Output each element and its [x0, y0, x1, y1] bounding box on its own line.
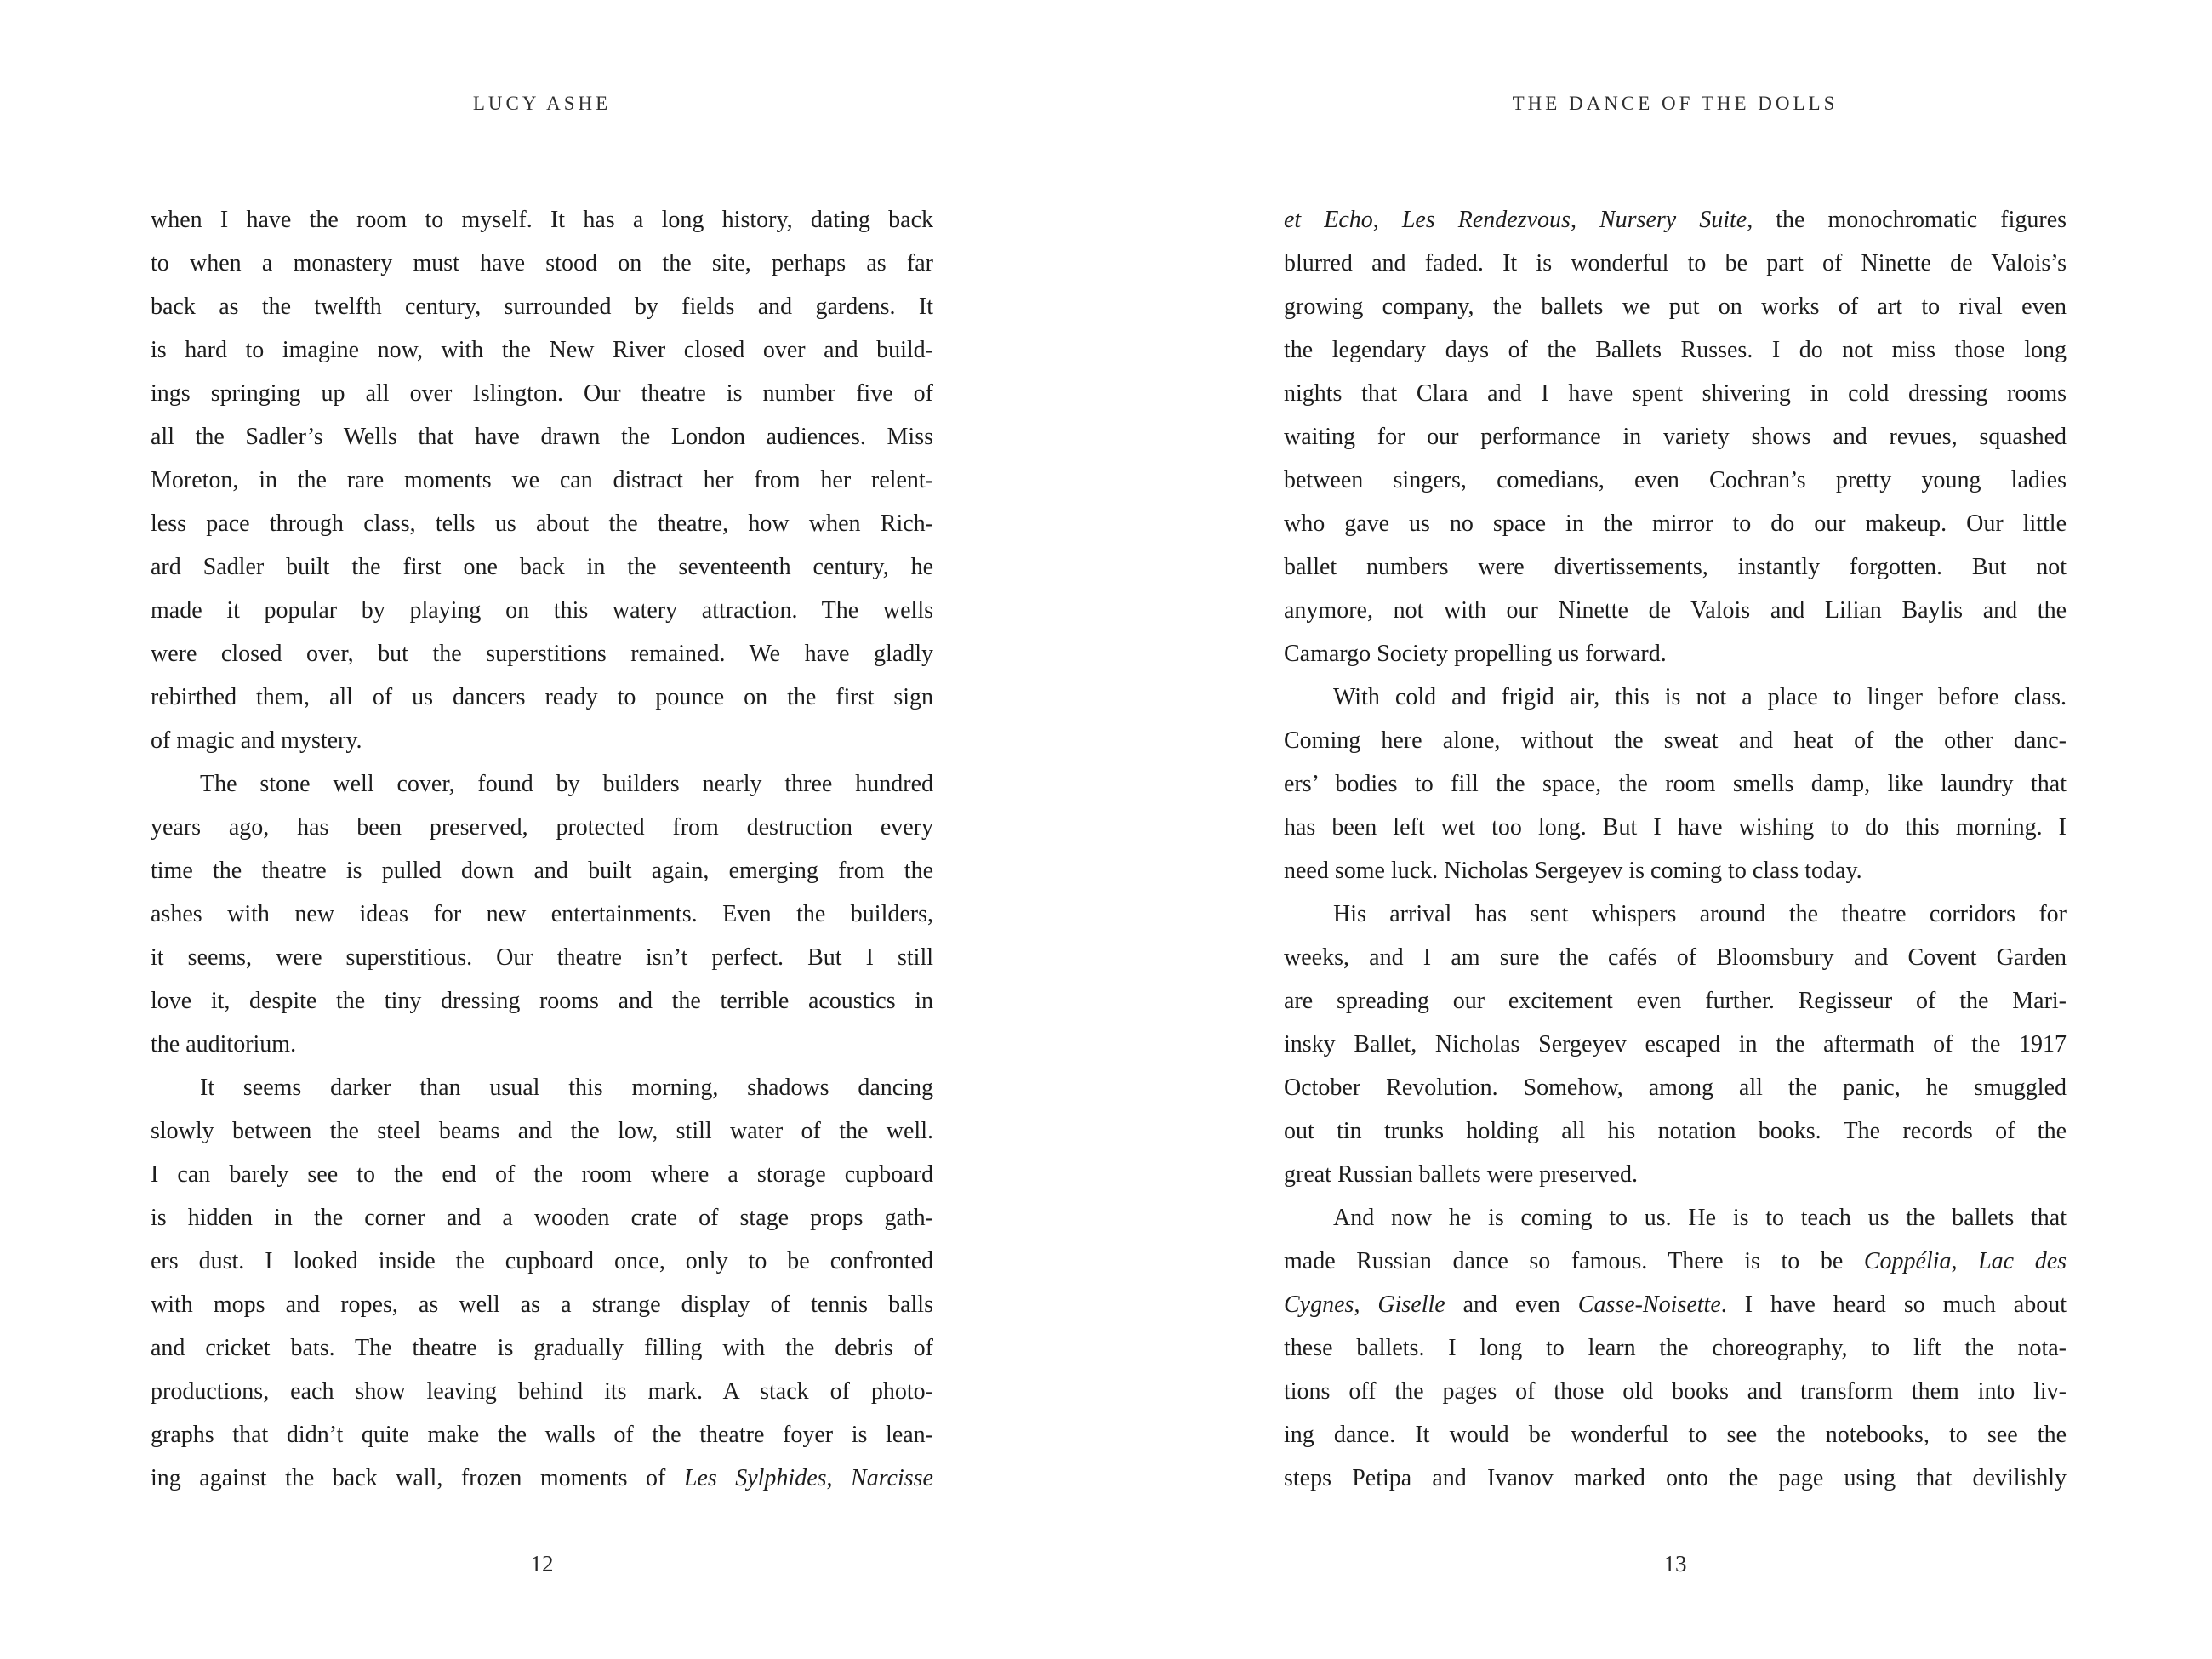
text-run: It seems darker than usual this morning, shadows dancing: [200, 1075, 933, 1101]
text-line: [151, 328, 933, 372]
text-run: need some luck. Nicholas Sergeyev is coming to class today.: [1284, 858, 1862, 884]
text-run: is hard to imagine now, with the New River closed over and build-: [151, 337, 933, 363]
text-run: back as the twelfth century, surrounded by fields and gardens. It: [151, 294, 933, 320]
text-run: ers dust. I looked inside the cupboard once, only to be confronted: [151, 1248, 933, 1274]
text-line: [151, 1326, 933, 1370]
running-head-author: LUCY ASHE: [472, 93, 612, 114]
text-run: and even: [1445, 1291, 1578, 1318]
text-run: ard Sadler built the first one back in the seventeenth century, he: [151, 554, 933, 580]
text-run: ,: [1951, 1248, 1979, 1274]
text-run: blurred and faded. It is wonderful to be part of Ninette de Valois’s: [1284, 250, 2067, 276]
text-run: to when a monastery must have stood on the site, perhaps as far: [151, 250, 933, 276]
text-run: ,: [1372, 207, 1402, 233]
text-run: these ballets. I long to learn the choreography, to lift the nota-: [1284, 1335, 2067, 1361]
text-line: [1284, 676, 2067, 719]
text-run: and cricket bats. The theatre is gradually filling with the debris of: [151, 1335, 933, 1361]
text-line: [151, 242, 933, 285]
text-run: the auditorium.: [151, 1031, 297, 1058]
text-run: I can barely see to the end of the room where a storage cupboard: [151, 1161, 933, 1188]
text-line: [1284, 502, 2067, 545]
page-body-right: [1284, 198, 2067, 1500]
text-run: all the Sadler’s Wells that have drawn the London audiences. Miss: [151, 424, 933, 450]
text-line: [151, 372, 933, 415]
text-line: [151, 806, 933, 849]
text-run: between singers, comedians, even Cochran’s pretty young ladies: [1284, 467, 2067, 493]
text-line: [1284, 1066, 2067, 1109]
text-run: Moreton, in the rare moments we can distract her from her relent-: [151, 467, 933, 493]
text-run: who gave us no space in the mirror to do our makeup. Our little: [1284, 510, 2067, 537]
ballet-title-italic: et Echo: [1284, 207, 1373, 233]
text-line: [1284, 372, 2067, 415]
text-run: productions, each show leaving behind its mark. A stack of photo-: [151, 1378, 933, 1405]
text-run: growing company, the ballets we put on works of art to rival even: [1284, 294, 2067, 320]
text-line: [151, 1066, 933, 1109]
text-line: [1284, 1153, 2067, 1196]
text-run: the legendary days of the Ballets Russes. I do not miss those long: [1284, 337, 2067, 363]
text-line: [1284, 979, 2067, 1023]
text-line: [151, 892, 933, 936]
text-run: ,: [1570, 207, 1599, 233]
text-line: [1284, 328, 2067, 372]
text-run: ,: [1354, 1291, 1378, 1318]
text-run: anymore, not with our Ninette de Valois and Lilian Baylis and the: [1284, 597, 2067, 624]
text-run: rebirthed them, all of us dancers ready to pounce on the first sign: [151, 684, 933, 710]
text-run: ing against the back wall, frozen moments of: [151, 1465, 684, 1491]
text-run: less pace through class, tells us about the theatre, how when Rich-: [151, 510, 933, 537]
ballet-title-italic: Les Sylphides: [683, 1465, 827, 1491]
text-line: [1284, 1413, 2067, 1457]
ballet-title-italic: Nursery Suite: [1599, 207, 1747, 233]
text-run: with mops and ropes, as well as a strange display of tennis balls: [151, 1291, 933, 1318]
text-run: were closed over, but the superstitions remained. We have gladly: [151, 641, 933, 667]
text-line: [151, 198, 933, 242]
text-line: [151, 415, 933, 459]
text-line: [1284, 632, 2067, 676]
text-line: [1284, 719, 2067, 762]
page-number-left: 12: [530, 1551, 554, 1576]
ballet-title-italic: Giselle: [1377, 1291, 1445, 1318]
text-run: waiting for our performance in variety shows and revues, squashed: [1284, 424, 2067, 450]
text-line: [151, 1109, 933, 1153]
text-run: ballet numbers were divertissements, instantly forgotten. But not: [1284, 554, 2067, 580]
ballet-title-italic: Les Rendezvous: [1401, 207, 1571, 233]
text-line: [151, 285, 933, 328]
text-line: [1284, 1370, 2067, 1413]
text-line: [1284, 1283, 2067, 1326]
text-line: [151, 1153, 933, 1196]
text-line: [151, 1370, 933, 1413]
text-run: His arrival has sent whispers around the theatre corridors for: [1333, 901, 2067, 927]
text-run: are spreading our excitement even further. Regisseur of the Mari-: [1284, 988, 2067, 1014]
text-run: October Revolution. Somehow, among all the panic, he smuggled: [1284, 1075, 2067, 1101]
text-run: it seems, were superstitious. Our theatre isn’t perfect. But I still: [151, 944, 933, 971]
text-line: [1284, 242, 2067, 285]
ballet-title-italic: Cygnes: [1284, 1291, 1354, 1318]
text-run: is hidden in the corner and a wooden crate of stage props gath-: [151, 1205, 933, 1231]
ballet-title-italic: Casse-Noisette: [1577, 1291, 1721, 1318]
text-line: [151, 1283, 933, 1326]
text-line: [151, 589, 933, 632]
text-run: steps Petipa and Ivanov marked onto the page using that devilishly: [1284, 1465, 2067, 1491]
text-line: [151, 502, 933, 545]
text-line: [1284, 936, 2067, 979]
page-right: [1106, 0, 2212, 1659]
text-run: of magic and mystery.: [151, 727, 362, 754]
text-run: out tin trunks holding all his notation books. The records of the: [1284, 1118, 2067, 1144]
text-line: [151, 979, 933, 1023]
text-run: love it, despite the tiny dressing rooms and the terrible acoustics in: [151, 988, 933, 1014]
text-line: [151, 719, 933, 762]
running-head-title: THE DANCE OF THE DOLLS: [1512, 93, 1839, 114]
text-line: [151, 849, 933, 892]
text-line: [1284, 1240, 2067, 1283]
text-run: And now he is coming to us. He is to teach us the ballets that: [1333, 1205, 2067, 1231]
text-line: [1284, 545, 2067, 589]
text-run: tions off the pages of those old books and transform them into liv-: [1284, 1378, 2067, 1405]
text-run: made it popular by playing on this watery attraction. The wells: [151, 597, 933, 624]
text-line: [1284, 1326, 2067, 1370]
text-line: [151, 459, 933, 502]
ballet-title-italic: Lac des: [1978, 1248, 2067, 1274]
page-body-left: [151, 198, 933, 1500]
text-line: [1284, 1023, 2067, 1066]
text-run: insky Ballet, Nicholas Sergeyev escaped in the aftermath of the 1917: [1284, 1031, 2067, 1058]
text-line: [1284, 285, 2067, 328]
text-line: [1284, 1196, 2067, 1240]
text-line: [1284, 892, 2067, 936]
text-line: [1284, 849, 2067, 892]
ballet-title-italic: Coppélia: [1863, 1248, 1952, 1274]
text-run: graphs that didn’t quite make the walls of the theatre foyer is lean-: [151, 1422, 933, 1448]
text-run: The stone well cover, found by builders nearly three hundred: [200, 771, 933, 797]
text-line: [151, 762, 933, 806]
text-line: [1284, 806, 2067, 849]
text-line: [1284, 1457, 2067, 1500]
text-run: years ago, has been preserved, protected from destruction every: [151, 814, 933, 841]
text-line: [151, 676, 933, 719]
text-line: [1284, 589, 2067, 632]
text-run: ashes with new ideas for new entertainments. Even the builders,: [151, 901, 933, 927]
text-run: ers’ bodies to fill the space, the room smells damp, like laundry that: [1284, 771, 2067, 797]
ballet-title-italic: Narcisse: [851, 1465, 933, 1491]
text-line: [151, 632, 933, 676]
text-line: [1284, 459, 2067, 502]
text-run: when I have the room to myself. It has a long history, dating back: [151, 207, 933, 233]
text-line: [1284, 198, 2067, 242]
text-line: [151, 545, 933, 589]
text-run: ing dance. It would be wonderful to see the notebooks, to see the: [1284, 1422, 2067, 1448]
text-line: [151, 936, 933, 979]
text-line: [1284, 1109, 2067, 1153]
text-run: nights that Clara and I have spent shivering in cold dressing rooms: [1284, 380, 2067, 407]
text-line: [1284, 415, 2067, 459]
text-run: time the theatre is pulled down and built again, emerging from the: [151, 858, 933, 884]
text-line: [151, 1196, 933, 1240]
text-line: [151, 1457, 933, 1500]
text-run: ings springing up all over Islington. Our theatre is number five of: [151, 380, 933, 407]
text-run: great Russian ballets were preserved.: [1284, 1161, 1638, 1188]
text-line: [1284, 762, 2067, 806]
text-run: ,: [826, 1465, 852, 1491]
text-run: has been left wet too long. But I have wishing to do this morning. I: [1284, 814, 2067, 841]
text-line: [151, 1023, 933, 1066]
text-run: , the monochromatic figures: [1747, 207, 2067, 233]
text-run: . I have heard so much about: [1720, 1291, 2067, 1318]
text-run: slowly between the steel beams and the low, still water of the well.: [151, 1118, 933, 1144]
text-run: With cold and frigid air, this is not a place to linger before class.: [1333, 684, 2067, 710]
text-line: [151, 1240, 933, 1283]
text-run: weeks, and I am sure the cafés of Bloomsbury and Covent Garden: [1284, 944, 2067, 971]
text-line: [151, 1413, 933, 1457]
page-number-right: 13: [1663, 1551, 1687, 1576]
text-run: made Russian dance so famous. There is to be: [1284, 1248, 1864, 1274]
text-run: Coming here alone, without the sweat and heat of the other danc-: [1284, 727, 2067, 754]
text-run: Camargo Society propelling us forward.: [1284, 641, 1667, 667]
